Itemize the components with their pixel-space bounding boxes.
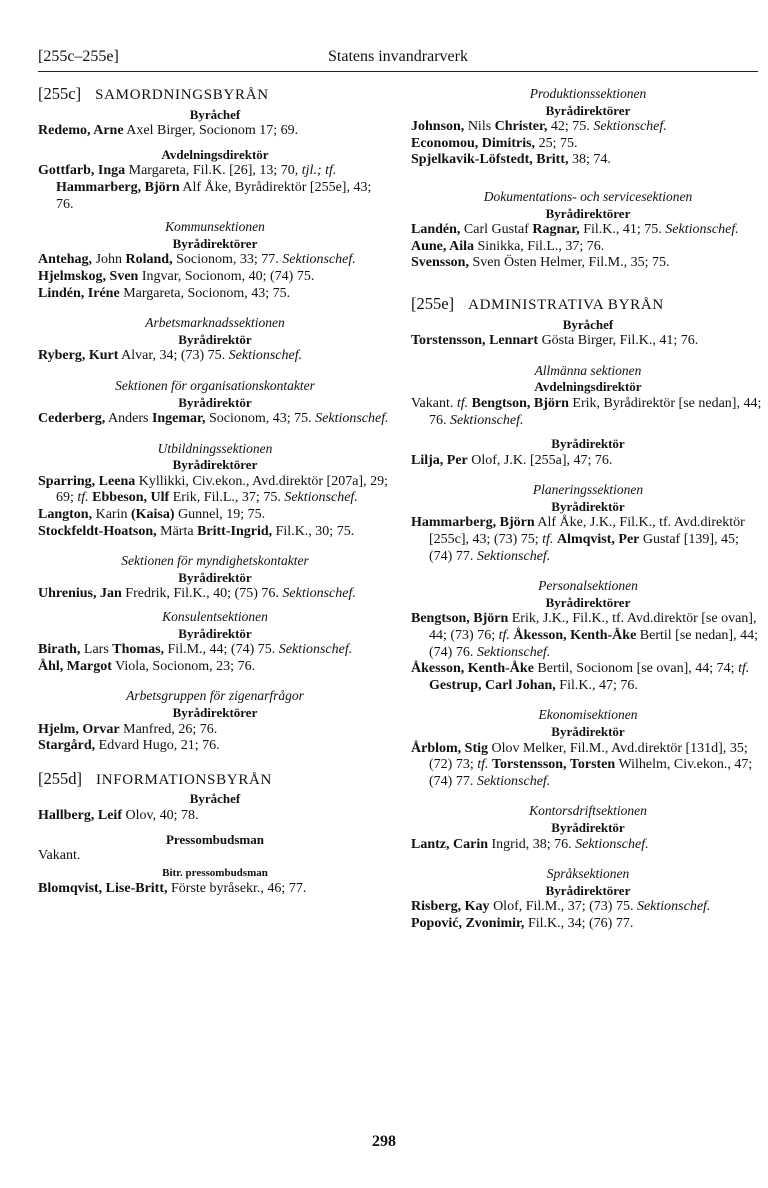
right-column [411, 84, 765, 933]
entry-lilja: Lilja, Per Olof, J.K. [255a], 47; 76. [411, 452, 613, 468]
section-heading-255c [38, 86, 392, 104]
role-heading: Byråchef [189, 106, 241, 122]
subsection-heading: Personalsektionen [538, 578, 638, 594]
role-heading: Pressombudsman [165, 831, 264, 847]
entry-akesson: Åkesson, Kenth-Åke Bertil, Socionom [se ovan], 44; 74; tf. Gestrup, Carl Johan, Fil.K., 47; 76. [411, 661, 750, 693]
role-heading: Byrådirektör [551, 819, 625, 835]
role-heading: Byrådirektörer [545, 205, 631, 221]
entry-johnson: Johnson, Nils Christer, 42; 75. Sektionschef. [411, 119, 667, 135]
entry-birath: Birath, Lars Thomas, Fil.M., 44; (74) 75. Sektionschef. [38, 642, 353, 658]
subsection-heading: Dokumentations- och servicesektionen [483, 188, 693, 204]
entry-popovic: Popović, Zvonimir, Fil.K., 34; (76) 77. [411, 915, 634, 931]
role-heading: Bitr. pressombudsman [162, 866, 268, 879]
entry-spjelkavik: Spjelkavik-Löfstedt, Britt, 38; 74. [411, 152, 611, 168]
entry-hallberg: Hallberg, Leif Olov, 40; 78. [38, 807, 199, 823]
entry-economou: Economou, Dimitris, 25; 75. [411, 135, 578, 151]
subsection-heading: Arbetsgruppen för zigenarfrågor [126, 688, 304, 704]
entry-risberg: Risberg, Kay Olof, Fil.M., 37; (73) 75. Sektionschef. [411, 899, 711, 915]
role-heading: Byråchef [562, 316, 614, 332]
section-code: [255c] [38, 84, 82, 103]
role-heading: Byrådirektör [178, 569, 252, 585]
role-heading: Byrådirektörer [172, 235, 258, 251]
section-heading-255e [411, 293, 765, 314]
page-number: 298 [372, 1133, 396, 1150]
running-header [38, 44, 758, 72]
entry-uhrenius: Uhrenius, Jan Fredrik, Fil.K., 40; (75) 76. Sektionschef. [38, 586, 356, 602]
entry-vakant: Vakant. [38, 848, 81, 864]
section-code: [255d] [38, 768, 82, 788]
subsection-heading: Kommunsektionen [165, 219, 265, 235]
subsection-heading: Ekonomisektionen [538, 707, 638, 723]
role-heading: Byrådirektör [178, 625, 252, 641]
role-heading: Byrådirektörer [545, 882, 631, 898]
role-heading: Byrådirektör [551, 498, 625, 514]
entry-lantz: Lantz, Carin Ingrid, 38; 76. Sektionschef. [411, 836, 649, 852]
subsection-heading: Arbetsmarknadssektionen [145, 315, 285, 331]
entry-redemo: Redemo, Arne Axel Birger, Socionom 17; 69. [38, 123, 299, 139]
role-heading: Byrådirektörer [545, 102, 631, 118]
entry-torstensson: Torstensson, Lennart Gösta Birger, Fil.K., 41; 76. [411, 333, 699, 349]
entry-sparring: Sparring, Leena Kyllikki, Civ.ekon., Avd.direktör [207a], 29; 69; tf. Ebbeson, Ulf Erik, Fil.L., 37; 75. Sektionschef. [38, 473, 388, 506]
subsection-heading: Planeringssektionen [532, 482, 644, 498]
entry-aune: Aune, Aila Sinikka, Fil.L., 37; 76. [411, 238, 605, 254]
entry-cederberg: Cederberg, Anders Ingemar, Socionom, 43; 75. Sektionschef. [38, 411, 389, 427]
subsection-heading: Konsulentsektionen [162, 609, 268, 625]
subsection-heading: Produktionssektionen [529, 86, 647, 101]
section-name: ADMINISTRATIVA BYRÅN [468, 296, 664, 313]
subsection-heading: Sektionen för myndighetskontakter [121, 553, 309, 569]
entry-stockfeldt: Stockfeldt-Hoatson, Märta Britt-Ingrid, Fil.K., 30; 75. [38, 523, 355, 539]
entry-hjelm: Hjelm, Orvar Manfred, 26; 76. [38, 721, 218, 737]
entry-gottfarb: Gottfarb, Inga Margareta, Fil.K. [26], 13; 70, tjl.; tf. Hammarberg, Björn Alf Åke, Byrådirektör [255e], 43; 76. [38, 163, 372, 212]
section-heading-255d [38, 768, 392, 789]
role-heading: Byrådirektörer [172, 705, 258, 720]
entry-ahl: Åhl, Margot Viola, Socionom, 23; 76. [38, 658, 256, 674]
entry-svensson: Svensson, Sven Östen Helmer, Fil.M., 35; 75. [411, 255, 670, 271]
role-heading: Byråchef [189, 791, 241, 807]
entry-antehag: Antehag, John Roland, Socionom, 33; 77. Sektionschef. [38, 252, 356, 268]
entry-linden: Lindén, Iréne Margareta, Socionom, 43; 75. [38, 285, 291, 301]
entry-vakant-allmanna: Vakant. tf. Bengtson, Björn Erik, Byrådirektör [se nedan], 44; 76. Sektionschef. [411, 395, 762, 428]
role-heading: Byrådirektör [551, 436, 625, 452]
entry-landen: Landén, Carl Gustaf Ragnar, Fil.K., 41; 75. Sektionschef. [411, 222, 739, 238]
role-heading: Byrådirektör [551, 724, 625, 739]
role-heading: Byrådirektör [178, 394, 252, 410]
left-column [38, 84, 392, 898]
role-heading: Avdelningsdirektör [534, 379, 642, 395]
section-code: [255e] [411, 293, 455, 313]
entry-arblom: Årblom, Stig Olov Melker, Fil.M., Avd.direktör [131d], 35; (72) 73; tf. Torstensson, Torsten Wilhelm, Civ.ekon., 47; (74) 77. Sektionschef. [411, 740, 753, 789]
subsection-heading: Sektionen för organisationskontakter [115, 377, 315, 393]
entry-stargard: Stargård, Edvard Hugo, 21; 76. [38, 738, 220, 754]
subsection-heading: Språksektionen [546, 866, 630, 882]
header-agency-title: Statens invandrarverk [328, 48, 468, 65]
subsection-heading: Utbildningssektionen [157, 440, 273, 456]
entry-hjelmskog: Hjelmskog, Sven Ingvar, Socionom, 40; (74) 75. [38, 268, 315, 284]
subsection-heading: Kontorsdriftsektionen [529, 803, 647, 819]
role-heading: Byrådirektörer [545, 594, 631, 610]
entry-ryberg: Ryberg, Kurt Alvar, 34; (73) 75. Sektionschef. [38, 348, 303, 364]
entry-bengtson: Bengtson, Björn Erik, J.K., Fil.K., tf. Avd.direktör [se ovan], 44; (73) 76; tf. Åkesson, Kenth-Åke Bertil [se nedan], 44; (74) 76. Sektionschef. [411, 611, 758, 660]
section-name: INFORMATIONSBYRÅN [96, 771, 273, 788]
header-section-range: [255c–255e] [38, 48, 119, 65]
section-name: SAMORDNINGSBYRÅN [95, 87, 269, 103]
entry-hammarberg: Hammarberg, Björn Alf Åke, J.K., Fil.K., tf. Avd.direktör [255c], 43; (73) 75; tf. Almqvist, Per Gustaf [139], 45; (74) 77. Sektionschef. [411, 515, 745, 564]
role-heading: Byrådirektör [178, 331, 252, 347]
entry-blomqvist: Blomqvist, Lise-Britt, Förste byråsekr., 46; 77. [38, 881, 307, 897]
entry-langton: Langton, Karin (Kaisa) Gunnel, 19; 75. [38, 507, 266, 523]
role-heading: Avdelningsdirektör [161, 146, 269, 162]
subsection-heading: Allmänna sektionen [534, 362, 642, 378]
role-heading: Byrådirektörer [172, 457, 258, 473]
